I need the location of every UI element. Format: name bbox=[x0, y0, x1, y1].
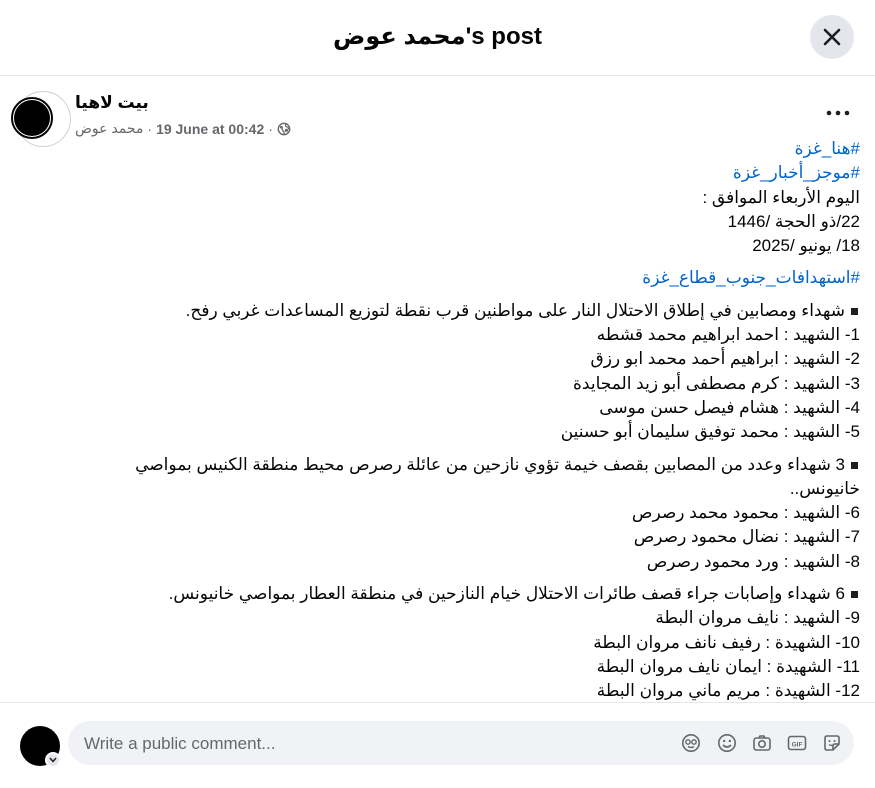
comment-box bbox=[68, 721, 854, 765]
line-text: 18/ يونيو /2025 bbox=[752, 236, 860, 256]
hashtag-link[interactable] bbox=[70, 161, 860, 185]
more-options-button[interactable] bbox=[824, 103, 852, 123]
line-text: 12- الشهيدة : مريم ماني مروان البطة bbox=[596, 681, 860, 701]
line-text: #هنا_غزة bbox=[794, 139, 860, 158]
line-text: 4- الشهيد : هشام فيصل حسن موسى bbox=[599, 397, 860, 417]
camera-icon bbox=[752, 733, 772, 753]
line-text: 3- الشهيد : كرم مصطفى أبو زيد المجايدة bbox=[573, 373, 860, 393]
avatar-chevron-badge[interactable] bbox=[45, 752, 61, 768]
hashtag-link[interactable] bbox=[70, 137, 860, 161]
bullet-paragraph bbox=[70, 582, 860, 606]
post-text-line bbox=[70, 679, 860, 702]
line-text: 6 شهداء وإصابات جراء قصف طائرات الاحتلال خيام النازحين في منطقة العطار بمواصي خانيونس. bbox=[168, 584, 845, 604]
post-body bbox=[70, 137, 860, 702]
line-text: 2- الشهيد : ابراهيم أحمد محمد ابو رزق bbox=[590, 349, 860, 369]
comment-input[interactable] bbox=[82, 721, 646, 767]
line-text: 1- الشهيد : احمد ابراهيم محمد قشطه bbox=[596, 325, 860, 345]
line-text: اليوم الأربعاء الموافق : bbox=[702, 187, 860, 207]
post-text-line bbox=[70, 396, 860, 420]
camera-button[interactable] bbox=[751, 732, 773, 754]
post-text-line bbox=[70, 525, 860, 549]
post-text-line bbox=[70, 372, 860, 396]
line-text: 3 شهداء وعدد من المصابين بقصف خيمة تؤوي نازحين من عائلة رصرص محيط منطقة الكنيس بمواصي خانيونس.. bbox=[135, 454, 860, 498]
line-text: 22/ذو الحجة /1446 bbox=[727, 211, 860, 231]
more-icon bbox=[826, 110, 850, 116]
post-scroll-area[interactable] bbox=[0, 77, 875, 702]
sticker-button[interactable] bbox=[821, 732, 843, 754]
avatar-sticker-icon bbox=[681, 733, 701, 753]
post-timestamp[interactable]: 19 June at 00:42 bbox=[156, 120, 265, 137]
paragraph-gap bbox=[70, 445, 860, 453]
line-text: #استهدافات_جنوب_قطاع_غزة bbox=[642, 268, 860, 288]
bullet-paragraph bbox=[70, 453, 860, 502]
hashtag-link[interactable] bbox=[70, 266, 860, 290]
meta-separator: · bbox=[268, 120, 273, 137]
line-text: 7- الشهيد : نضال محمود رصرص bbox=[633, 527, 860, 547]
post-text-line bbox=[70, 323, 860, 347]
close-button[interactable] bbox=[810, 15, 854, 59]
paragraph-gap bbox=[70, 258, 860, 266]
paragraph-gap bbox=[70, 574, 860, 582]
bullet-square-icon bbox=[851, 591, 858, 598]
page-avatar-image bbox=[14, 100, 50, 136]
bullet-square-icon bbox=[851, 462, 858, 469]
post-text-line bbox=[70, 420, 860, 444]
post-meta bbox=[75, 120, 291, 137]
globe-icon[interactable] bbox=[277, 122, 291, 136]
svg-text:GIF: GIF bbox=[791, 741, 803, 749]
gif-icon bbox=[787, 733, 807, 753]
line-text: 6- الشهيد : محمود محمد رصرص bbox=[631, 503, 860, 523]
line-text: شهداء ومصابين في إطلاق الاحتلال النار على مواطنين قرب نقطة لتوزيع المساعدات غربي رفح. bbox=[185, 300, 845, 320]
post-text-line bbox=[70, 186, 860, 210]
post-text-line bbox=[70, 606, 860, 630]
line-text: 5- الشهيد : محمد توفيق سليمان أبو حسنين bbox=[560, 422, 860, 442]
line-text: 9- الشهيد : نايف مروان البطة bbox=[655, 608, 860, 628]
line-text: 8- الشهيد : ورد محمود رصرص bbox=[646, 551, 860, 571]
post-text-line bbox=[70, 347, 860, 371]
emoji-icon bbox=[717, 733, 737, 753]
post-text-line bbox=[70, 655, 860, 679]
dialog-title: محمد عوض's post bbox=[333, 23, 542, 50]
meta-separator: · bbox=[147, 120, 153, 137]
dialog-header bbox=[0, 0, 875, 76]
author-link[interactable]: محمد عوض bbox=[75, 120, 144, 136]
post-text-line bbox=[70, 210, 860, 234]
page-name-link[interactable]: بيت لاهيا bbox=[75, 93, 149, 112]
bullet-paragraph bbox=[70, 299, 860, 323]
close-icon bbox=[822, 27, 842, 47]
gif-button[interactable] bbox=[786, 732, 808, 754]
post-text-line bbox=[70, 631, 860, 655]
avatar-chevron-icon bbox=[49, 757, 57, 763]
line-text: 10- الشهيدة : رفيف نانف مروان البطة bbox=[593, 632, 860, 652]
line-text: 11- الشهيدة : ايمان نايف مروان البطة bbox=[596, 656, 860, 676]
post-text-line bbox=[70, 234, 860, 258]
line-text: #موجز_أخبار_غزة bbox=[732, 163, 860, 183]
emoji-button[interactable] bbox=[716, 732, 738, 754]
comment-composer bbox=[0, 702, 875, 788]
paragraph-gap bbox=[70, 291, 860, 299]
sticker-icon bbox=[822, 733, 842, 753]
bullet-square-icon bbox=[851, 308, 858, 315]
post-text-line bbox=[70, 550, 860, 574]
post-text-line bbox=[70, 501, 860, 525]
avatar-sticker-button[interactable] bbox=[680, 732, 702, 754]
